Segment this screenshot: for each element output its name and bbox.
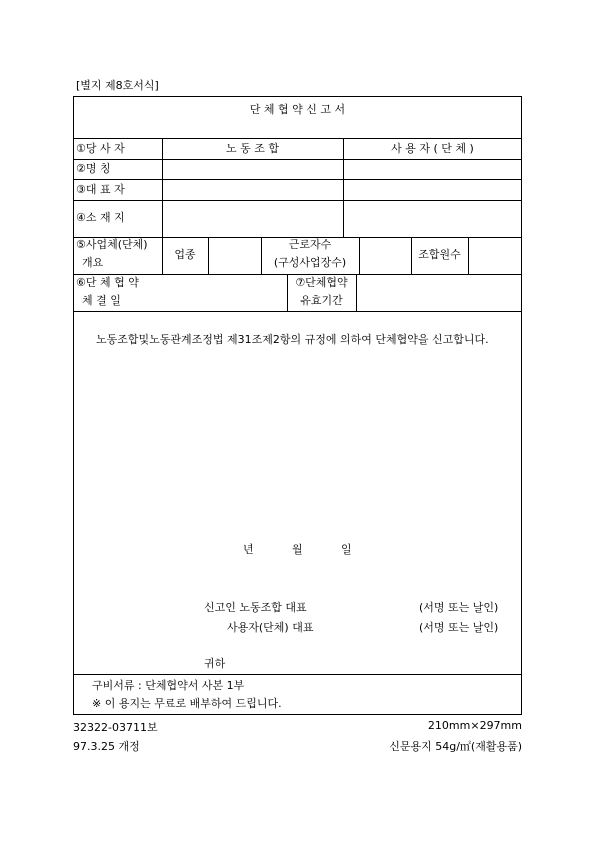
name-label: ②명 칭	[76, 162, 111, 175]
required-documents: 구비서류 : 단체협약서 사본 1부	[92, 679, 245, 692]
form-number-label: [별지 제8호서식]	[76, 79, 159, 92]
form-code: 32322-03711보	[73, 721, 158, 734]
divider	[359, 237, 360, 274]
declaration-text: 노동조합및노동관계조정법 제31조제2항의 규정에 의하여 단체협약을 신고합니다.	[96, 333, 489, 346]
divider	[73, 311, 522, 312]
divider	[73, 138, 522, 139]
business-overview-label: ⑤사업체(단체)	[76, 238, 148, 251]
business-overview-label-2: 개요	[82, 256, 104, 269]
validity-label: ⑦단체협약	[295, 276, 348, 289]
divider	[208, 237, 209, 274]
free-distribution-notice: ※ 이 용지는 무료로 배부하여 드립니다.	[92, 697, 282, 710]
divider	[73, 674, 522, 675]
divider	[73, 159, 522, 160]
members-label: 조합원수	[418, 248, 461, 261]
divider	[73, 200, 522, 201]
employer-sign-note: (서명 또는 날인)	[419, 621, 499, 634]
representative-label: ③대 표 자	[76, 183, 125, 196]
date-month: 월	[292, 543, 303, 556]
date-day: 일	[341, 543, 352, 556]
divider	[73, 179, 522, 180]
revision-date: 97.3.25 개정	[73, 740, 140, 753]
union-column-header: 노 동 조 합	[226, 142, 279, 155]
divider	[73, 274, 522, 275]
party-label: ①당 사 자	[76, 142, 125, 155]
divider	[468, 237, 469, 274]
workers-sublabel: (구성사업장수)	[273, 256, 347, 269]
union-representative: 신고인 노동조합 대표	[204, 601, 307, 614]
agreement-date-label-2: 체 결 일	[82, 294, 121, 307]
date-year: 년	[243, 543, 254, 556]
paper-size: 210mm×297mm	[427, 719, 522, 732]
validity-label-2: 유효기간	[300, 294, 343, 307]
addressee: 귀하	[204, 657, 226, 670]
employer-column-header: 사 용 자 ( 단 체 )	[391, 142, 474, 155]
address-label: ④소 재 지	[76, 211, 125, 224]
workers-label: 근로자수	[288, 238, 332, 251]
paper-spec: 신문용지 54g/㎡(재활용품)	[389, 740, 522, 753]
industry-label: 업종	[174, 248, 196, 261]
union-sign-note: (서명 또는 날인)	[419, 601, 499, 614]
form-title: 단 체 협 약 신 고 서	[249, 103, 346, 116]
employer-representative: 사용자(단체) 대표	[227, 621, 314, 634]
agreement-date-label: ⑥단 체 협 약	[76, 276, 139, 289]
divider	[356, 274, 357, 311]
